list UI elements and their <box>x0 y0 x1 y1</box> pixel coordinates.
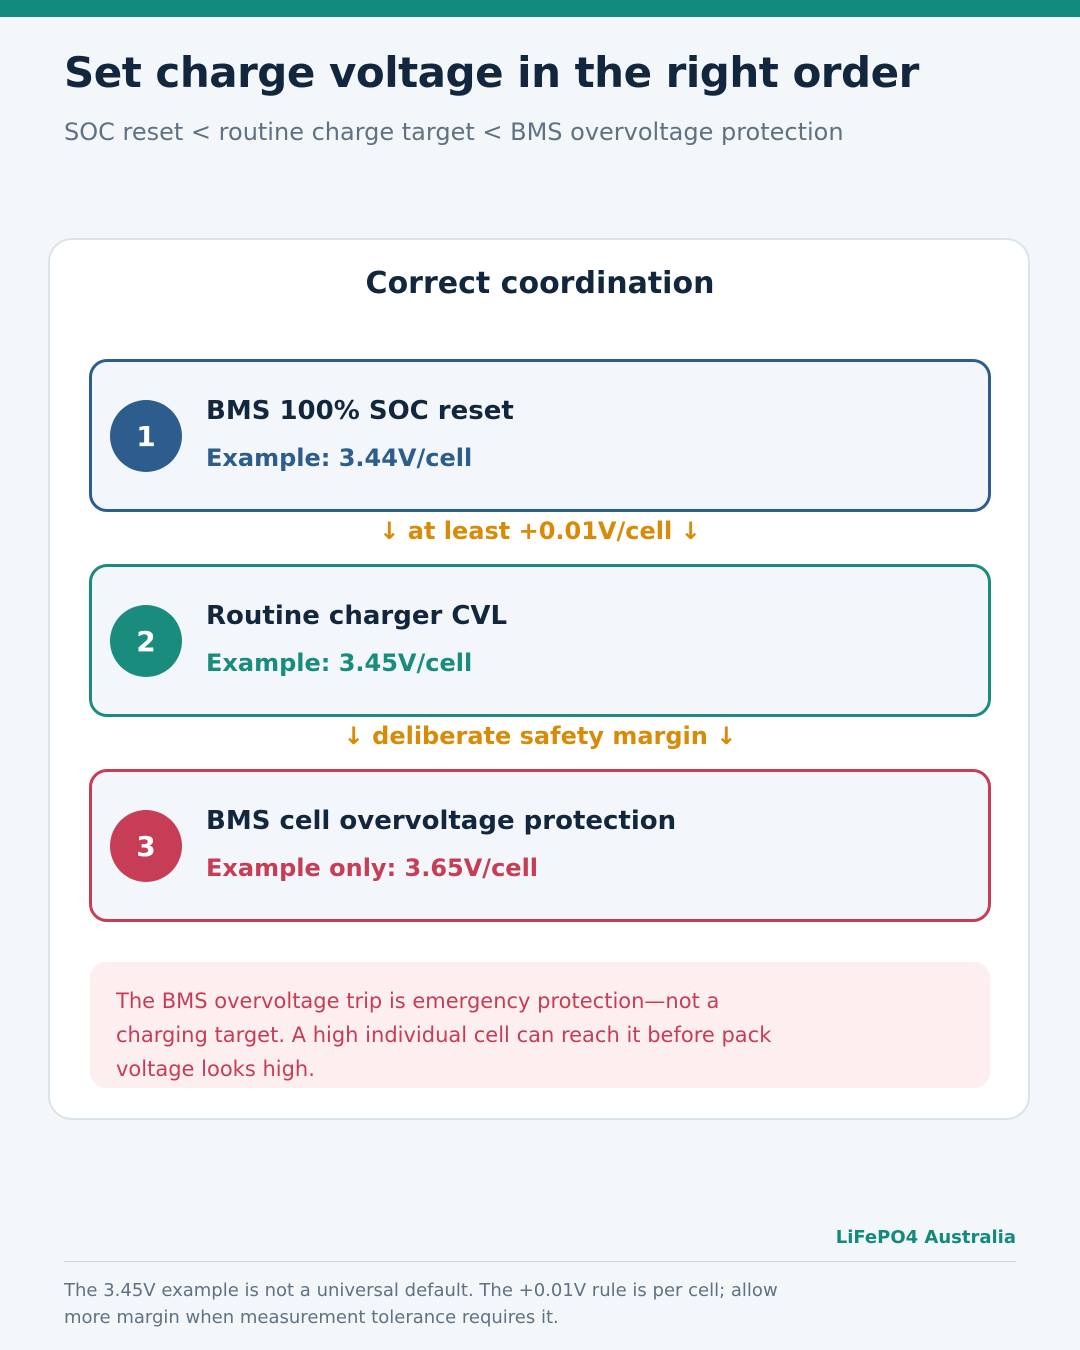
step-overvoltage-protection <box>89 769 991 922</box>
step-number-badge: 3 <box>110 810 182 882</box>
connector-min-delta: ↓ at least +0.01V/cell ↓ <box>379 517 701 545</box>
brand-name: LiFePO4 Australia <box>835 1227 1016 1248</box>
step-number-badge: 2 <box>110 605 182 677</box>
warning-text: The BMS overvoltage trip is emergency protection—not a charging target. A high individual cell can reach it before pack voltage looks high. <box>116 989 772 1081</box>
warning-box <box>90 962 990 1088</box>
footer-divider <box>64 1261 1016 1262</box>
step-title: Routine charger CVL <box>206 601 508 631</box>
step-number-badge: 1 <box>110 400 182 472</box>
step-title: BMS 100% SOC reset <box>206 396 514 426</box>
page-title: Set charge voltage in the right order <box>64 48 919 97</box>
step-charger-cvl <box>89 564 991 717</box>
step-example: Example only: 3.65V/cell <box>206 854 539 882</box>
footnote: The 3.45V example is not a universal default. The +0.01V rule is per cell; allow more margin when measurement tolerance requires it. <box>64 1280 778 1328</box>
step-example: Example: 3.45V/cell <box>206 649 473 677</box>
connector-safety-margin: ↓ deliberate safety margin ↓ <box>343 722 737 750</box>
step-example: Example: 3.44V/cell <box>206 444 473 472</box>
card-title: Correct coordination <box>365 266 715 301</box>
step-soc-reset <box>89 359 991 512</box>
page-subtitle: SOC reset < routine charge target < BMS overvoltage protection <box>64 118 844 146</box>
step-title: BMS cell overvoltage protection <box>206 806 677 836</box>
top-accent-bar <box>0 0 1080 17</box>
